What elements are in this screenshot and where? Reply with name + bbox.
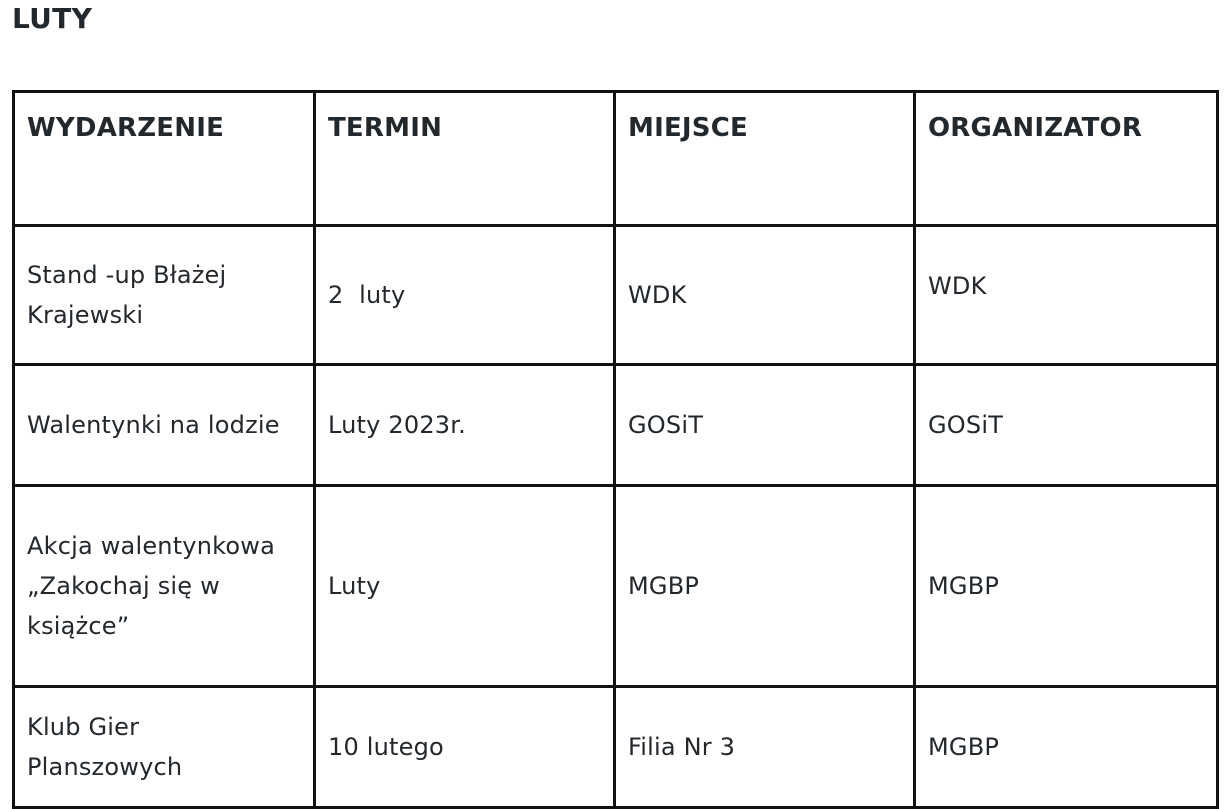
organizer-cell: GOSiT	[915, 365, 1218, 486]
date-cell: Luty	[315, 486, 615, 687]
organizer-cell: WDK	[915, 226, 1218, 365]
table-row	[14, 486, 1218, 687]
events-table	[12, 90, 1219, 809]
column-header-organizer: ORGANIZATOR	[915, 92, 1218, 226]
place-cell: MGBP	[615, 486, 915, 687]
organizer-cell: MGBP	[915, 486, 1218, 687]
event-cell: Klub Gier Planszowych	[14, 687, 315, 808]
event-cell: Akcja walentynkowa „Zakochaj się w książce”	[14, 486, 315, 687]
date-cell: 2 luty	[315, 226, 615, 365]
date-cell: Luty 2023r.	[315, 365, 615, 486]
table-row	[14, 365, 1218, 486]
table-row	[14, 687, 1218, 808]
event-cell: Stand -up Błażej Krajewski	[14, 226, 315, 365]
organizer-cell: MGBP	[915, 687, 1218, 808]
column-header-event: WYDARZENIE	[14, 92, 315, 226]
date-cell: 10 lutego	[315, 687, 615, 808]
page-title: LUTY	[12, 2, 93, 35]
event-cell: Walentynki na lodzie	[14, 365, 315, 486]
table-header-row	[14, 92, 1218, 226]
place-cell: GOSiT	[615, 365, 915, 486]
column-header-place: MIEJSCE	[615, 92, 915, 226]
place-cell: Filia Nr 3	[615, 687, 915, 808]
place-cell: WDK	[615, 226, 915, 365]
column-header-date: TERMIN	[315, 92, 615, 226]
table-row	[14, 226, 1218, 365]
